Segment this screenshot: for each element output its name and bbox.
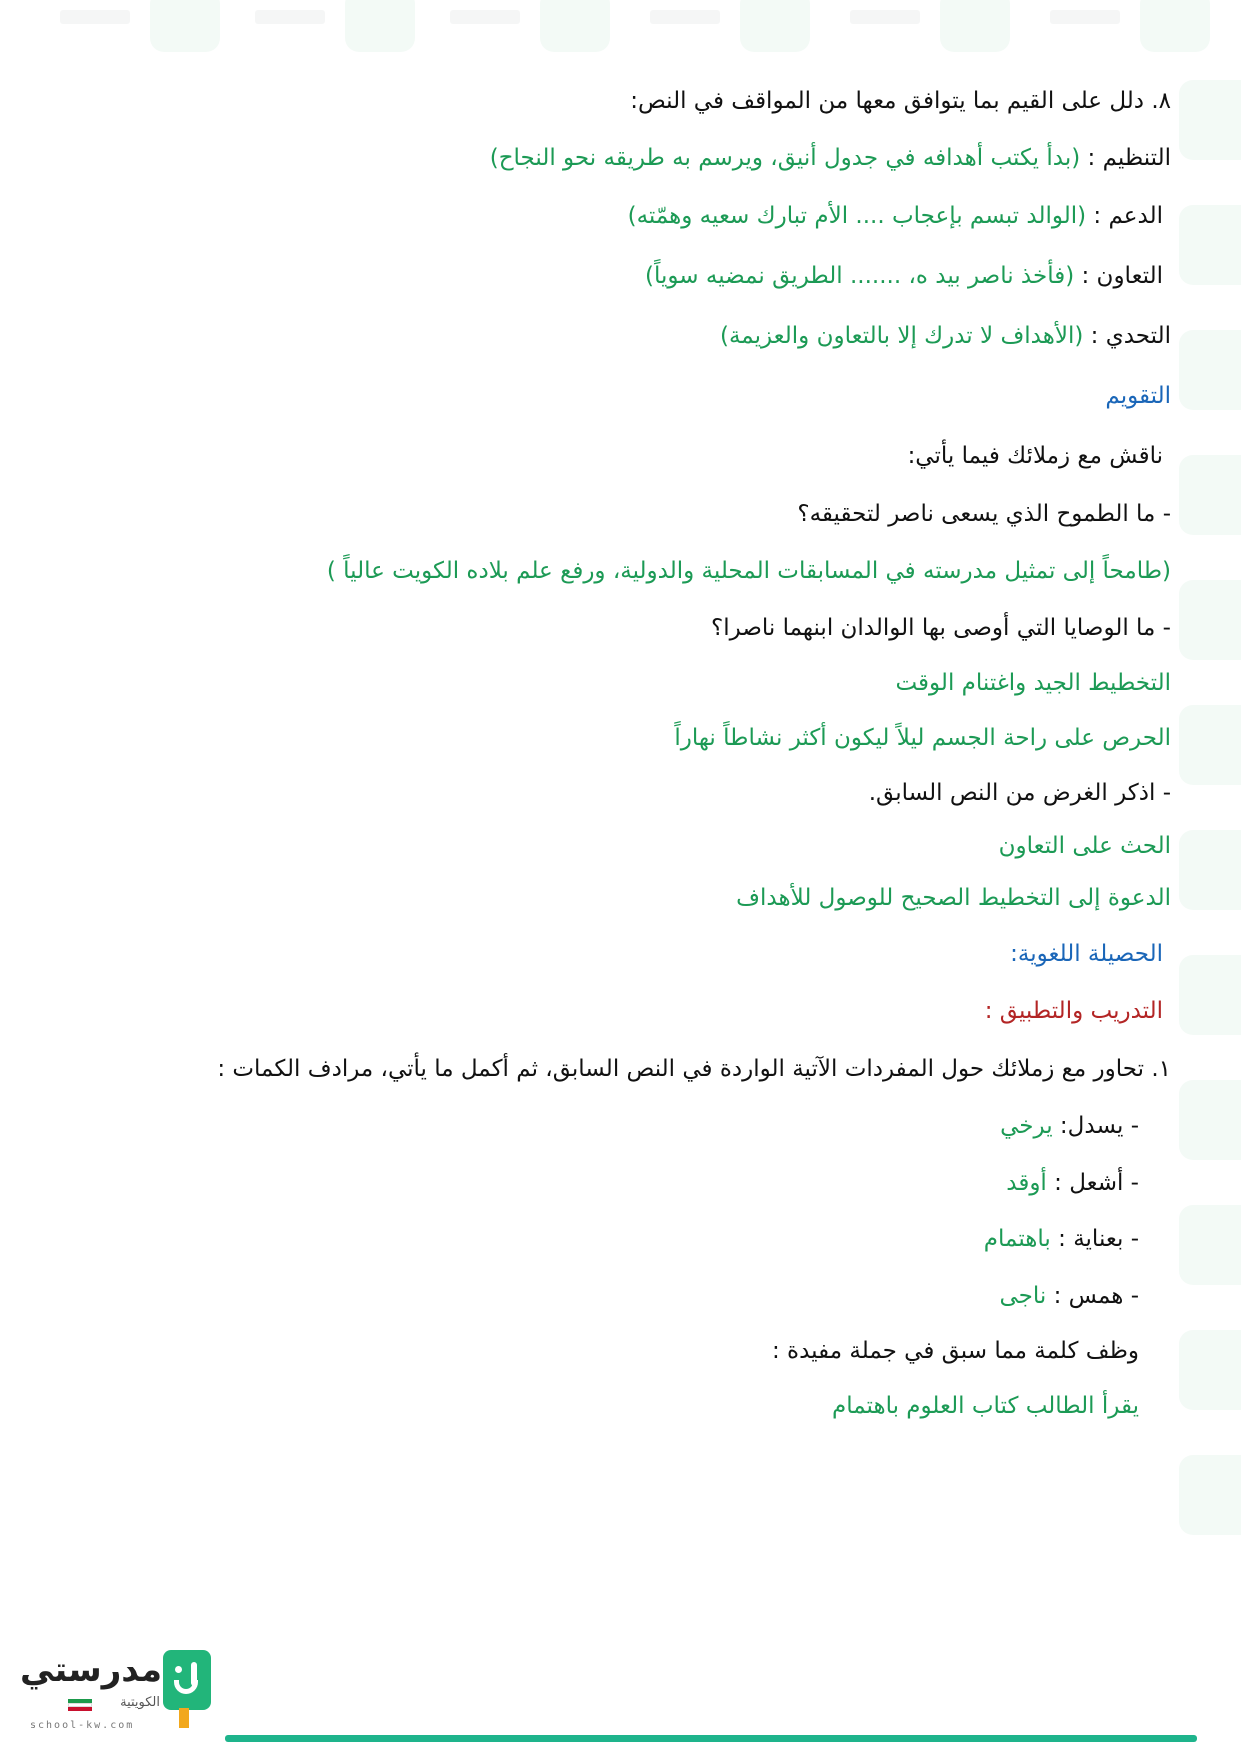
- text-line-v2: [628, 203, 1163, 231]
- text-line-d4: - اذكر الغرض من النص السابق.: [868, 780, 1171, 806]
- text-line-v4: [720, 323, 1171, 351]
- label: - بعناية :: [1050, 1226, 1139, 1252]
- answer: ناجى: [999, 1283, 1047, 1309]
- answer: (فأخذ ناصر بيد ه، ....... الطريق نمضيه سوياً): [645, 263, 1075, 289]
- answer: أوقد: [1006, 1170, 1047, 1196]
- text-line-h3: التدريب والتطبيق :: [984, 998, 1163, 1024]
- text-line-s4: [999, 1283, 1139, 1311]
- text-line-a4a: الحث على التعاون: [998, 833, 1171, 859]
- label: الدعم :: [1086, 203, 1163, 229]
- text-line-h2: الحصيلة اللغوية:: [1010, 941, 1163, 967]
- text-line-u1: وظف كلمة مما سبق في جملة مفيدة :: [771, 1338, 1139, 1364]
- text-line-s2: [1006, 1170, 1139, 1198]
- text-line-a2: (طامحاً إلى تمثيل مدرسته في المسابقات المحلية والدولية، ورفع علم بلاده الكويت عالياً ): [326, 558, 1171, 584]
- text-line-d2: - ما الطموح الذي يسعى ناصر لتحقيقه؟: [797, 501, 1171, 527]
- label: التعاون :: [1074, 263, 1163, 289]
- answer: باهتمام: [983, 1226, 1051, 1252]
- text-line-q8: ٨. دلل على القيم بما يتوافق معها من المواقف في النص:: [630, 88, 1171, 114]
- label: - همس :: [1046, 1283, 1139, 1309]
- footer-divider: [225, 1735, 1197, 1742]
- text-line-v3: [645, 263, 1163, 291]
- text-line-a3b: الحرص على راحة الجسم ليلاً ليكون أكثر نشاطاً نهاراً: [674, 725, 1171, 751]
- kuwait-flag-icon: [68, 1699, 92, 1711]
- label: التحدي :: [1083, 323, 1171, 349]
- text-line-q1: ١. تحاور مع زملائك حول المفردات الآتية الواردة في النص السابق، ثم أكمل ما يأتي، مرادف الكمات :: [217, 1056, 1171, 1082]
- text-line-s1: [1000, 1113, 1139, 1141]
- text-line-d1: ناقش مع زملائك فيما يأتي:: [907, 443, 1163, 469]
- logo-subtitle: الكويتية: [120, 1695, 160, 1710]
- text-line-v1: [490, 145, 1171, 173]
- text-line-s3: [984, 1226, 1139, 1254]
- label: - يسدل:: [1052, 1113, 1139, 1139]
- text-line-a4b: الدعوة إلى التخطيط الصحيح للوصول للأهداف: [736, 885, 1171, 911]
- answer: (بدأ يكتب أهدافه في جدول أنيق، ويرسم به طريقه نحو النجاح): [489, 145, 1081, 171]
- logo-icon: [163, 1650, 211, 1730]
- logo-url: school-kw.com: [30, 1720, 135, 1731]
- logo-name: مدرستي: [20, 1650, 162, 1690]
- text-line-h1: التقويم: [1105, 383, 1171, 409]
- label: التنظيم :: [1080, 145, 1171, 171]
- answer: (الأهداف لا تدرك إلا بالتعاون والعزيمة): [719, 323, 1084, 349]
- watermark-right: [1171, 80, 1241, 1600]
- answer: (الوالد تبسم بإعجاب .... الأم تبارك سعيه وهمّته): [627, 203, 1087, 229]
- text-line-a3a: التخطيط الجيد واغتنام الوقت: [895, 670, 1171, 696]
- text-line-d3: - ما الوصايا التي أوصى بها الوالدان ابنهما ناصرا؟: [711, 615, 1171, 641]
- answer: يرخي: [1000, 1113, 1053, 1139]
- watermark-top: [0, 0, 1241, 60]
- label: - أشعل :: [1046, 1170, 1139, 1196]
- text-line-u2: يقرأ الطالب كتاب العلوم باهتمام: [831, 1393, 1139, 1419]
